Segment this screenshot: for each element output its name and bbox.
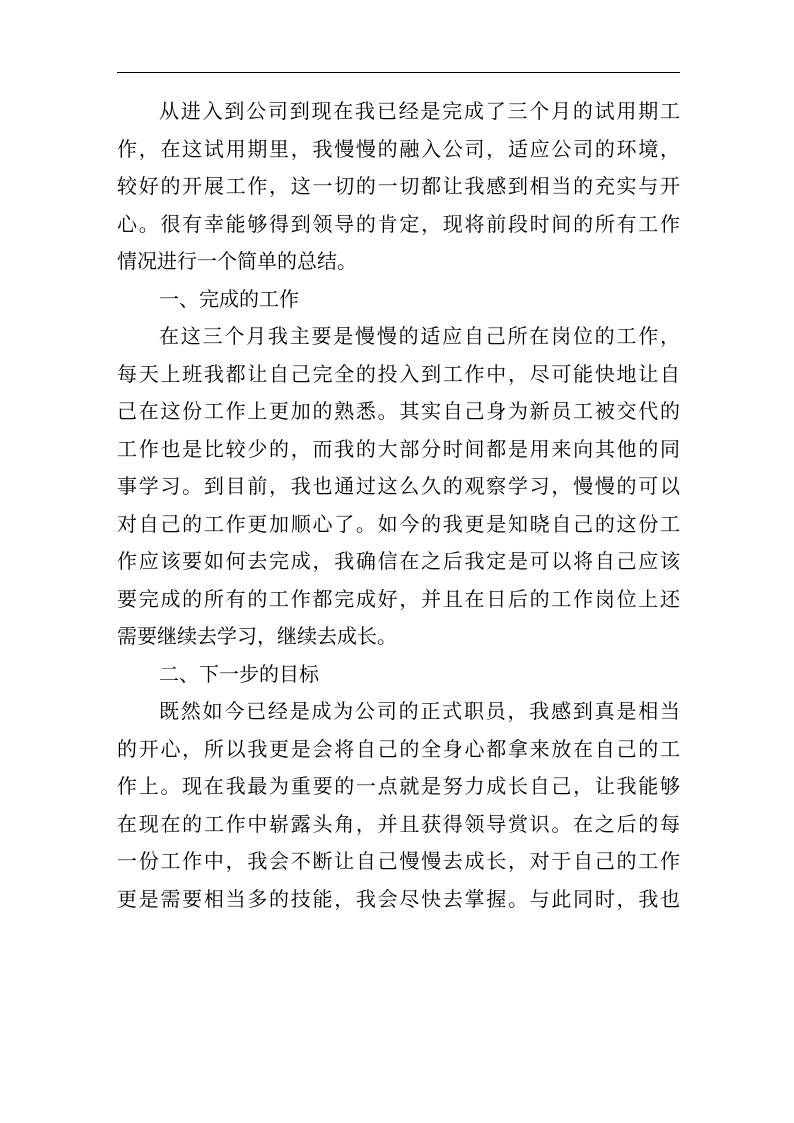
paragraph-3-line-1: 既然如今已经是成为公司的正式职员，我感到真是相当: [159, 699, 680, 723]
paragraph-3-line-2: 的开心，所以我更是会将自己的全身心都拿来放在自己的工: [117, 736, 680, 761]
paragraph-2-line-1: 在这三个月我主要是慢慢的适应自己所在岗位的工作，: [159, 324, 680, 348]
paragraph-2-line-4: 工作也是比较少的，而我的大部分时间都是用来向其他的同: [117, 436, 680, 461]
paragraph-2-line-3: 己在这份工作上更加的熟悉。其实自己身为新员工被交代的: [117, 399, 680, 423]
paragraph-1-line-3: 较好的开展工作，这一切的一切都让我感到相当的充实与开: [117, 174, 680, 198]
paragraph-1-line-2: 作，在这试用期里，我慢慢的融入公司，适应公司的环境，: [117, 136, 680, 161]
section-heading-1: 一、完成的工作: [159, 286, 299, 311]
paragraph-2-line-6: 对自己的工作更加顺心了。如今的我更是知晓自己的这份工: [117, 511, 680, 536]
paragraph-2-line-5: 事学习。到目前，我也通过这么久的观察学习，慢慢的可以: [117, 474, 680, 498]
paragraph-3-line-6: 更是需要相当多的技能，我会尽快去掌握。与此同时，我也: [117, 886, 680, 911]
paragraph-3-line-3: 作上。现在我最为重要的一点就是努力成长自己，让我能够: [117, 774, 680, 798]
paragraph-1-line-4: 心。很有幸能够得到领导的肯定，现将前段时间的所有工作: [117, 211, 680, 236]
paragraph-2-line-8: 要完成的所有的工作都完成好，并且在日后的工作岗位上还: [117, 586, 680, 611]
paragraph-2-line-9: 需要继续去学习，继续去成长。: [117, 624, 397, 648]
paragraph-2-line-2: 每天上班我都让自己完全的投入到工作中，尽可能快地让自: [117, 361, 680, 386]
section-heading-2: 二、下一步的目标: [159, 661, 319, 686]
paragraph-1-line-1: 从进入到公司到现在我已经是完成了三个月的试用期工: [159, 99, 680, 123]
paragraph-2-line-7: 作应该要如何去完成，我确信在之后我定是可以将自己应该: [117, 549, 680, 573]
paragraph-1-line-5: 情况进行一个简单的总结。: [117, 249, 357, 273]
header-rule: [117, 72, 680, 73]
paragraph-3-line-4: 在现在的工作中崭露头角，并且获得领导赏识。在之后的每: [117, 811, 680, 836]
paragraph-3-line-5: 一份工作中，我会不断让自己慢慢去成长，对于自己的工作: [117, 849, 680, 873]
document-body: [117, 93, 680, 918]
